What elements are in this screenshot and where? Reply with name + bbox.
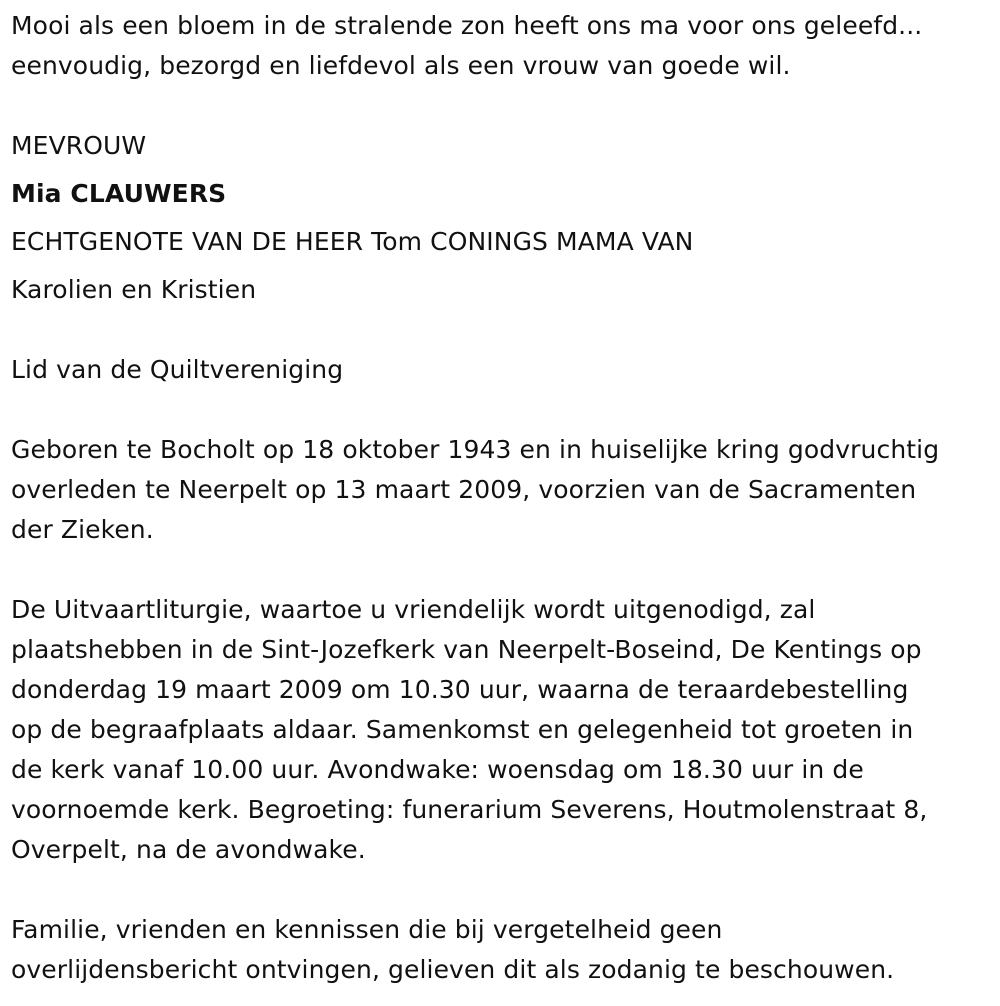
- birth-death-line: der Zieken.: [11, 515, 154, 544]
- poem-line: Mooi als een bloem in de stralende zon heeft ons ma voor ons geleefd...: [11, 11, 923, 40]
- funeral-paragraph: [11, 590, 996, 870]
- funeral-line: De Uitvaartliturgie, waartoe u vriendelijk wordt uitgenodigd, zal: [11, 595, 816, 624]
- funeral-line: de kerk vanaf 10.00 uur. Avondwake: woensdag om 18.30 uur in de: [11, 755, 864, 784]
- poem-line: eenvoudig, bezorgd en liefdevol als een vrouw van goede wil.: [11, 51, 791, 80]
- birth-death-paragraph: [11, 430, 996, 550]
- funeral-line: op de begraafplaats aldaar. Samenkomst en gelegenheid tot groeten in: [11, 715, 914, 744]
- closing-line: Familie, vrienden en kennissen die bij vergetelheid geen: [11, 915, 723, 944]
- funeral-line: donderdag 19 maart 2009 om 10.30 uur, waarna de teraardebestelling: [11, 675, 909, 704]
- birth-death-line: overleden te Neerpelt op 13 maart 2009, voorzien van de Sacramenten: [11, 475, 917, 504]
- funeral-line: voornoemde kerk. Begroeting: funerarium Severens, Houtmolenstraat 8,: [11, 795, 928, 824]
- birth-death-line: Geboren te Bocholt op 18 oktober 1943 en in huiselijke kring godvruchtig: [11, 435, 940, 464]
- deceased-title: MEVROUW: [11, 131, 147, 160]
- funeral-line: Overpelt, na de avondwake.: [11, 835, 366, 864]
- poem-paragraph: [11, 6, 996, 86]
- membership-text: Lid van de Quiltvereniging: [11, 355, 344, 384]
- closing-paragraph: [11, 910, 996, 990]
- deceased-children: Karolien en Kristien: [11, 275, 257, 304]
- deceased-name: Mia CLAUWERS: [11, 179, 227, 208]
- closing-line: overlijdensbericht ontvingen, gelieven dit als zodanig te beschouwen.: [11, 955, 895, 984]
- obituary-document: [11, 6, 996, 990]
- funeral-line: plaatshebben in de Sint-Jozefkerk van Neerpelt-Boseind, De Kentings op: [11, 635, 922, 664]
- deceased-relation: ECHTGENOTE VAN DE HEER Tom CONINGS MAMA VAN: [11, 227, 694, 256]
